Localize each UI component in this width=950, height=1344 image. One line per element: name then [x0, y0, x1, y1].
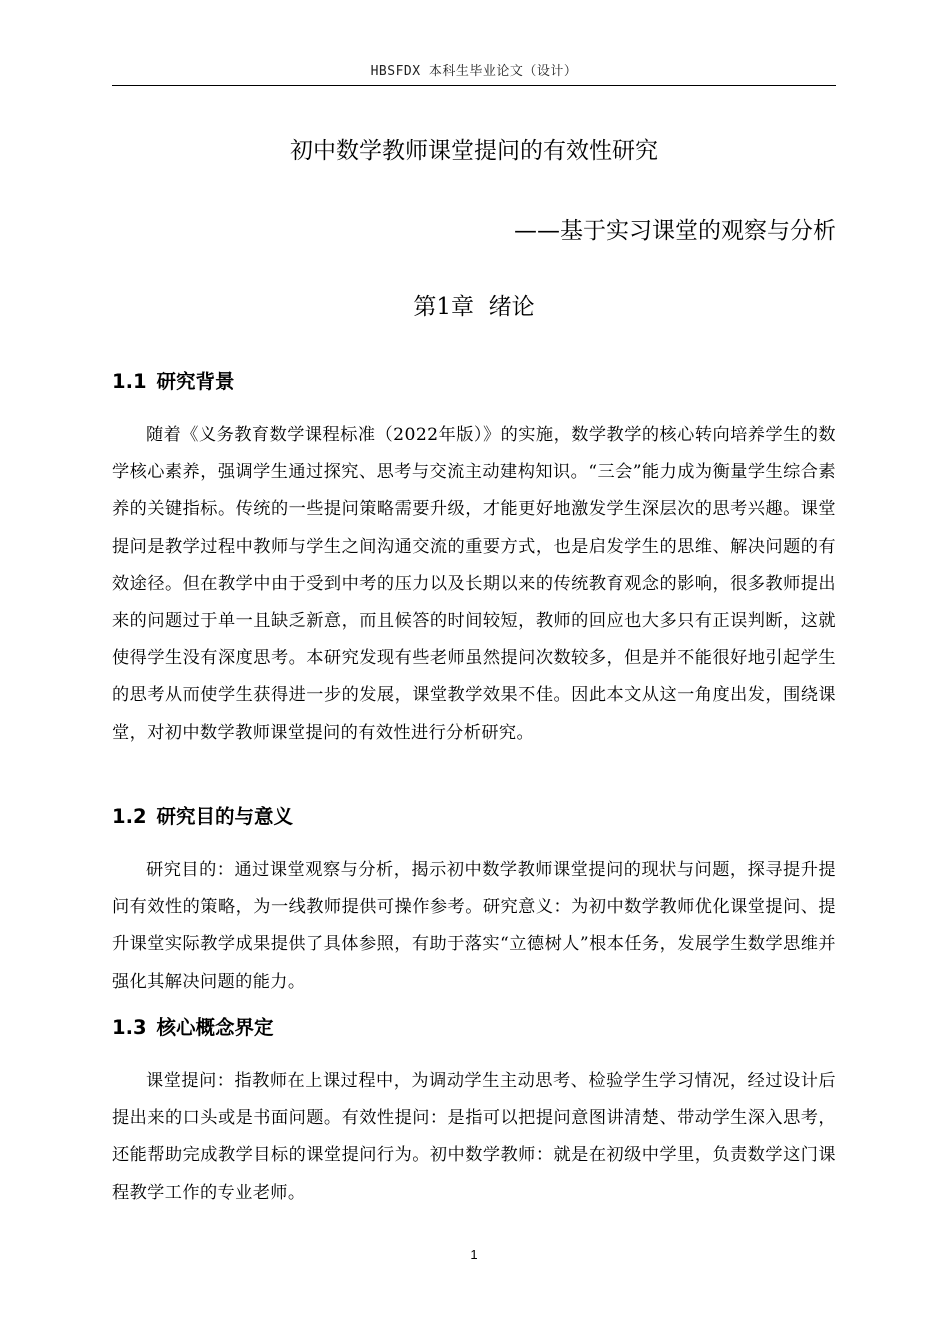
thesis-title: 初中数学教师课堂提问的有效性研究 — [290, 138, 658, 164]
section-research-background — [112, 367, 836, 752]
thesis-subtitle: ——基于实习课堂的观察与分析 — [514, 218, 836, 244]
section-title: 研究目的与意义 — [156, 805, 294, 828]
section-number: 1.3 — [112, 1016, 147, 1039]
section-paragraph: 研究目的：通过课堂观察与分析，揭示初中数学教师课堂提问的现状与问题，探寻提升提问有效性的策略，为一线教师提供可操作参考。研究意义：为初中数学教师优化课堂提问、提升课堂实际教学成果提供了具体参照，有助于落实“立德树人”根本任务，发展学生数学思维并强化其解决问题的能力。 — [112, 860, 836, 992]
page-number: 1 — [470, 1247, 478, 1262]
section-paragraph: 课堂提问：指教师在上课过程中，为调动学生主动思考、检验学生学习情况，经过设计后提出来的口头或是书面问题。有效性提问：是指可以把提问意图讲清楚、带动学生深入思考，还能帮助完成教学目标的课堂提问行为。初中数学教师：就是在初级中学里，负责数学这门课程教学工作的专业老师。 — [112, 1071, 836, 1203]
section-heading — [112, 367, 836, 397]
header-rule — [112, 85, 836, 86]
section-title: 核心概念界定 — [156, 1016, 274, 1039]
section-number: 1.2 — [112, 805, 147, 828]
section-heading — [112, 1013, 836, 1043]
section-heading — [112, 802, 836, 832]
chapter-heading — [112, 288, 836, 321]
section-title: 研究背景 — [156, 370, 235, 393]
section-number: 1.1 — [112, 370, 147, 393]
chapter-prefix: 第 — [413, 294, 437, 320]
section-purpose-significance — [112, 802, 836, 1001]
section-core-concepts — [112, 1013, 836, 1212]
chapter-number: 1 — [436, 294, 451, 320]
chapter-title: 章 绪论 — [451, 294, 535, 320]
running-header: HBSFDX 本科生毕业论文（设计） — [370, 64, 578, 79]
section-paragraph: 随着《义务教育数学课程标准（2022年版）》的实施，数学教学的核心转向培养学生的数学核心素养，强调学生通过探究、思考与交流主动建构知识。“三会”能力成为衡量学生综合素养的关键指标。传统的一些提问策略需要升级，才能更好地激发学生深层次的思考兴趣。课堂提问是教学过程中教师与学生之间沟通交流的重要方式，也是启发学生的思维、解决问题的有效途径。但在教学中由于受到中考的压力以及长期以来的传统教育观念的影响，很多教师提出来的问题过于单一且缺乏新意，而且候答的时间较短，教师的回应也大多只有正误判断，这就使得学生没有深度思考。本研究发现有些老师虽然提问次数较多，但是并不能很好地引起学生的思考从而使学生获得进一步的发展，课堂教学效果不佳。因此本文从这一角度出发，围绕课堂，对初中数学教师课堂提问的有效性进行分析研究。 — [112, 425, 836, 743]
